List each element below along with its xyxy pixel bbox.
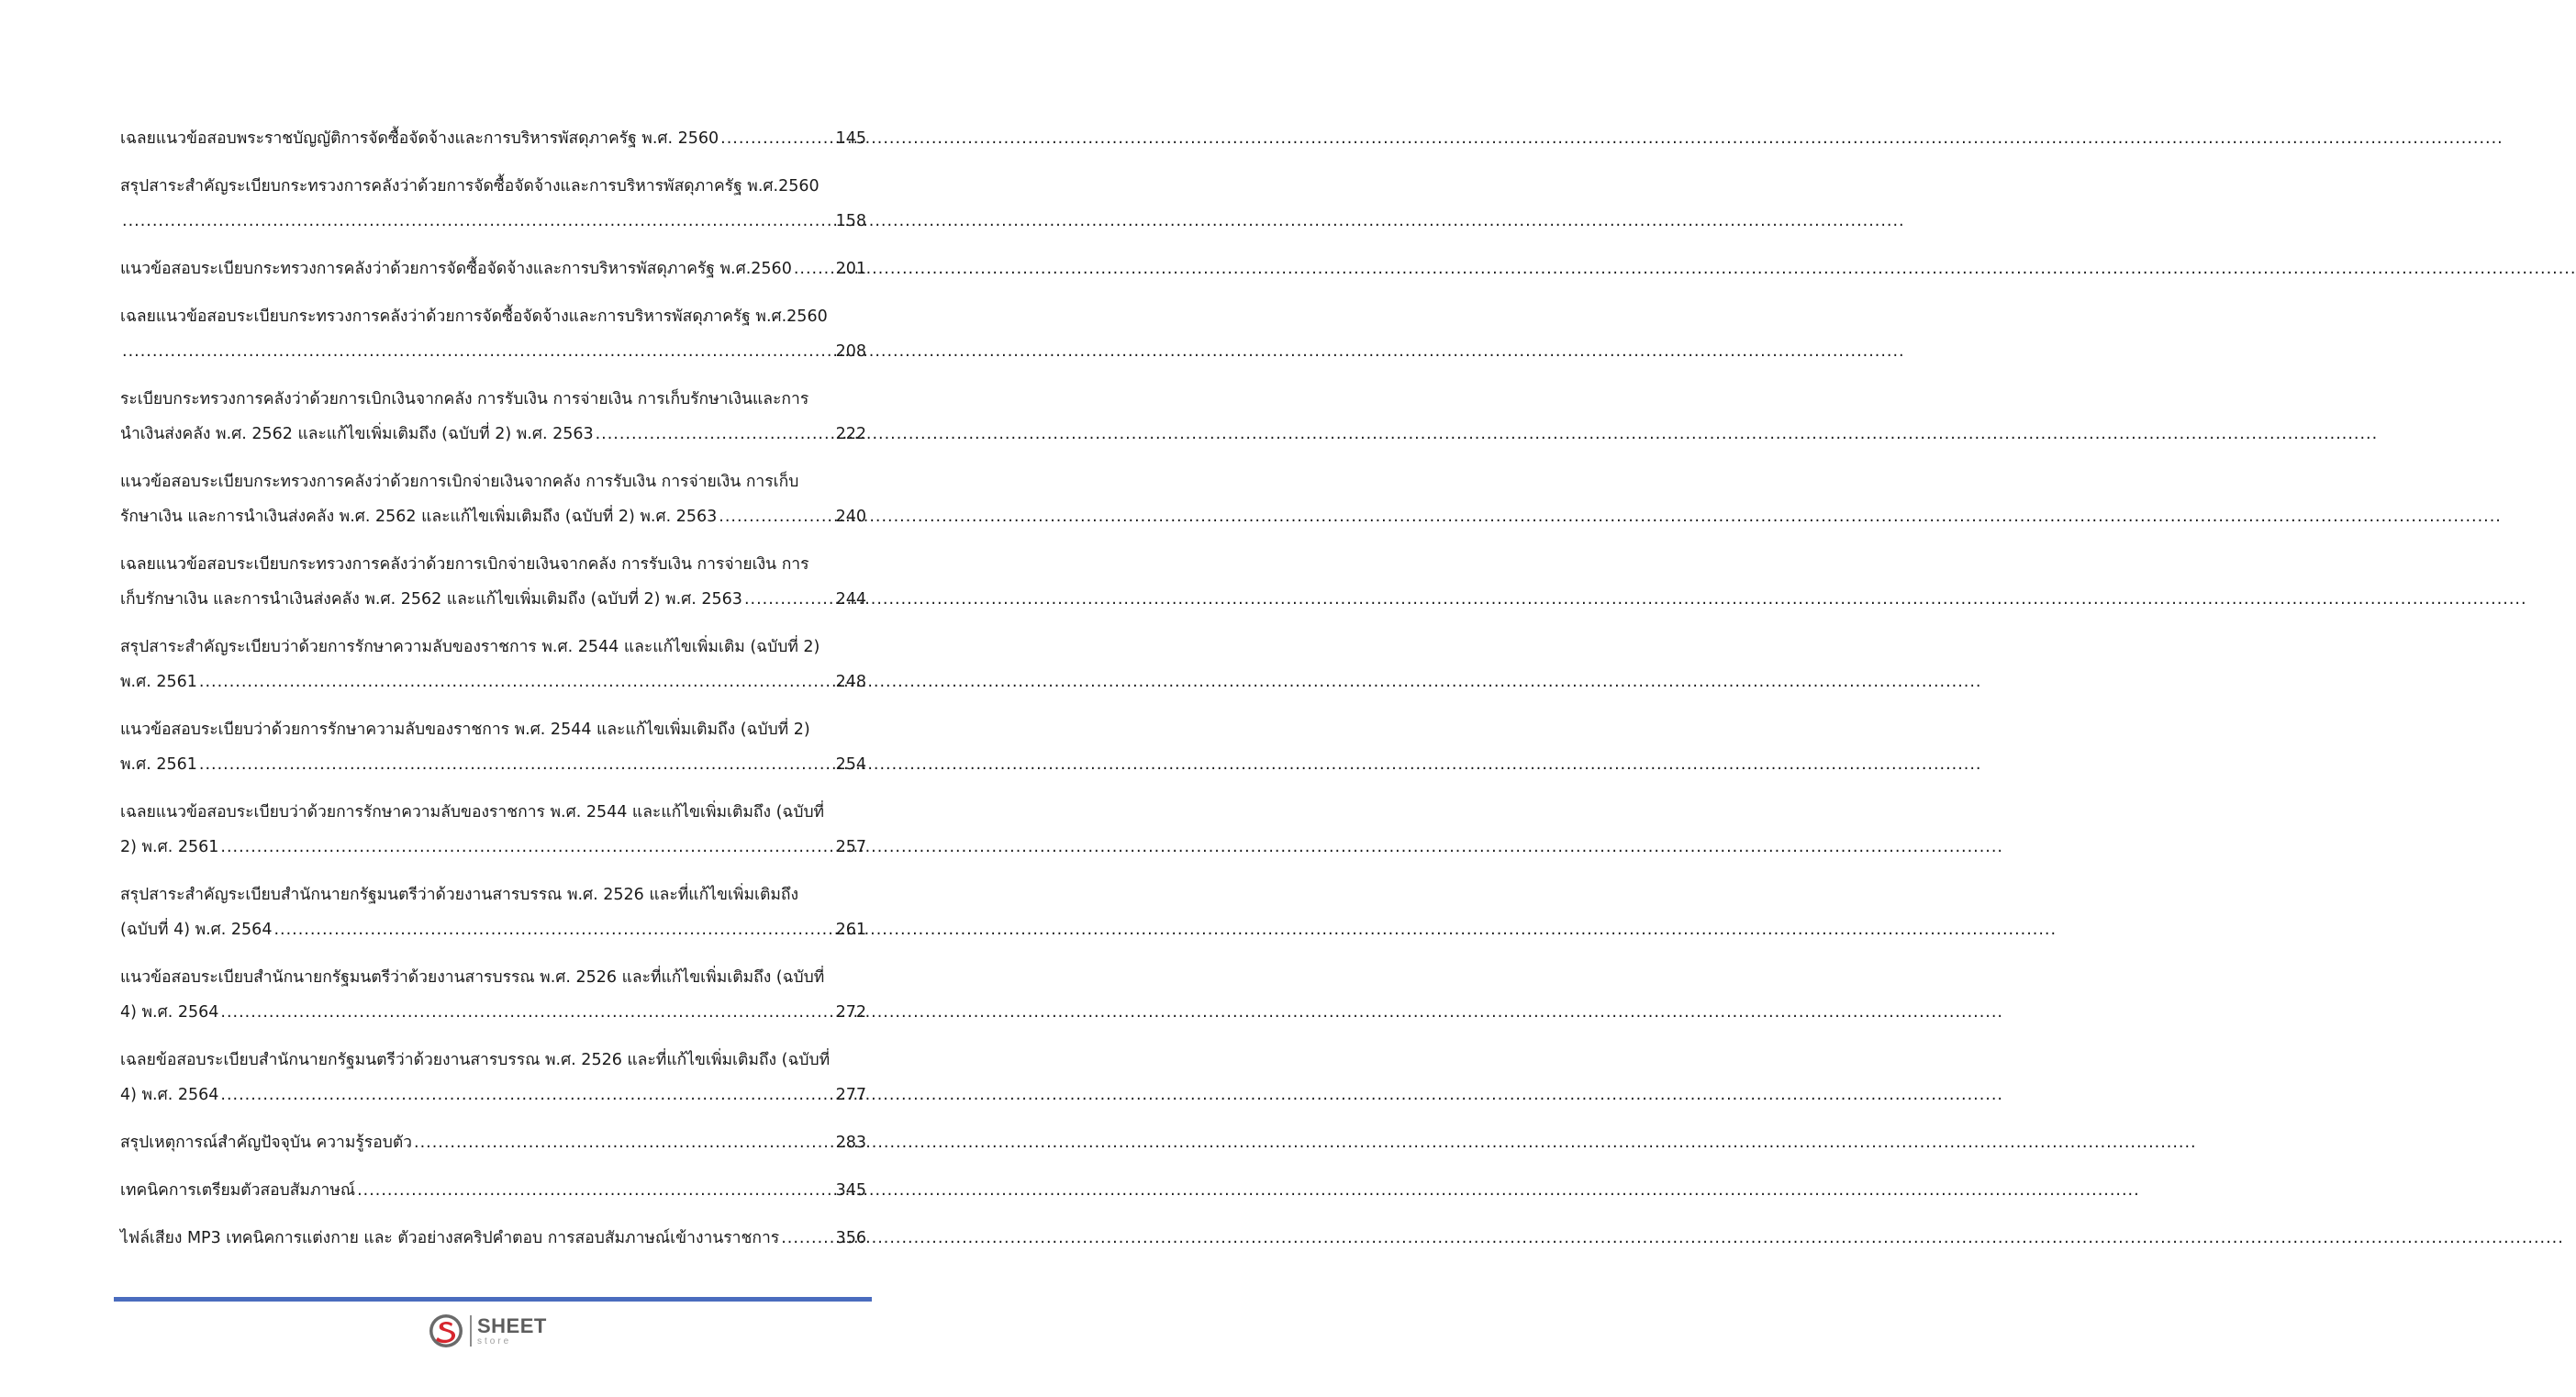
toc-entry-last-line <box>120 499 866 534</box>
toc-page-number: 158 <box>835 212 866 230</box>
toc-entry-line: สรุปสาระสำคัญระเบียบสำนักนายกรัฐมนตรีว่าด้วยงานสารบรรณ พ.ศ. 2526 และที่แก้ไขเพิ่มเติมถึง <box>120 886 799 904</box>
toc-entry[interactable] <box>120 121 866 156</box>
toc-entry-line: แนวข้อสอบระเบียบสำนักนายกรัฐมนตรีว่าด้วยงานสารบรรณ พ.ศ. 2526 และที่แก้ไขเพิ่มเติมถึง (ฉบับที่ <box>120 968 825 987</box>
toc-leader-dots <box>122 334 834 369</box>
toc-entry[interactable] <box>120 382 866 452</box>
toc-entry-last-line <box>120 665 866 699</box>
toc-leader-dots <box>744 582 834 617</box>
sheet-store-logo-icon <box>428 1313 464 1349</box>
toc-entry[interactable] <box>120 960 866 1030</box>
toc-entry-line: สรุปสาระสำคัญระเบียบว่าด้วยการรักษาความลับของราชการ พ.ศ. 2544 และแก้ไขเพิ่มเติม (ฉบับที่ 2) <box>120 638 820 656</box>
toc-page-number: 356 <box>835 1229 866 1247</box>
toc-entry-last-line <box>120 417 866 452</box>
toc-entry-title: 4) พ.ศ. 2564 <box>120 1086 219 1104</box>
toc-page-number: 244 <box>835 590 866 609</box>
toc-entry[interactable] <box>120 464 866 534</box>
toc-entry-last-line <box>120 1173 866 1208</box>
toc-entry-title: แนวข้อสอบระเบียบกระทรวงการคลังว่าด้วยการจัดซื้อจัดจ้างและการบริหารพัสดุภาครัฐ พ.ศ.2560 <box>120 260 792 278</box>
toc-entry-line: เฉลยแนวข้อสอบระเบียบกระทรวงการคลังว่าด้วยการเบิกจ่ายเงินจากคลัง การรับเงิน การจ่ายเงิน การ <box>120 555 809 574</box>
toc-page-number: 145 <box>835 129 866 148</box>
toc-entry-title: 2) พ.ศ. 2561 <box>120 838 219 856</box>
toc-leader-dots <box>719 499 833 534</box>
toc-page-number: 345 <box>835 1181 866 1200</box>
toc-entry[interactable] <box>120 547 866 617</box>
toc-entry-last-line <box>120 204 866 239</box>
toc-entry-line: สรุปสาระสำคัญระเบียบกระทรวงการคลังว่าด้วยการจัดซื้อจัดจ้างและการบริหารพัสดุภาครัฐ พ.ศ.2560 <box>120 177 820 196</box>
toc-entry-title: เฉลยแนวข้อสอบพระราชบัญญัติการจัดซื้อจัดจ้างและการบริหารพัสดุภาครัฐ พ.ศ. 2560 <box>120 129 719 148</box>
toc-entry-title: ไฟล์เสียง MP3 เทคนิคการแต่งกาย และ ตัวอย่างสคริปคำตอบ การสอบสัมภาษณ์เข้างานราชการ <box>120 1229 780 1247</box>
toc-entry[interactable] <box>120 877 866 947</box>
toc-entry-title: สรุปเหตุการณ์สำคัญปัจจุบัน ความรู้รอบตัว <box>120 1134 413 1152</box>
toc-entry-title: นำเงินส่งคลัง พ.ศ. 2562 และแก้ไขเพิ่มเติมถึง (ฉบับที่ 2) พ.ศ. 2563 <box>120 425 594 443</box>
toc-entry[interactable] <box>120 1173 866 1208</box>
toc-entry[interactable] <box>120 1043 866 1112</box>
toc-page-number: 283 <box>835 1134 866 1152</box>
logo-word: SHEET <box>477 1313 547 1337</box>
toc-entry[interactable] <box>120 630 866 699</box>
toc-leader-dots <box>414 1125 834 1160</box>
toc-entry-title: รักษาเงิน และการนำเงินส่งคลัง พ.ศ. 2562 และแก้ไขเพิ่มเติมถึง (ฉบับที่ 2) พ.ศ. 2563 <box>120 508 718 526</box>
toc-entry-last-line <box>120 1221 866 1256</box>
toc-entry-last-line <box>120 747 866 782</box>
toc-entry[interactable] <box>120 712 866 782</box>
toc-entry-last-line <box>120 334 866 369</box>
toc-leader-dots <box>199 665 834 699</box>
toc-leader-dots <box>781 1221 833 1256</box>
toc-leader-dots <box>122 204 834 239</box>
toc-entry-title: เก็บรักษาเงิน และการนำเงินส่งคลัง พ.ศ. 2562 และแก้ไขเพิ่มเติมถึง (ฉบับที่ 2) พ.ศ. 2563 <box>120 590 742 609</box>
toc-entry-last-line <box>120 830 866 865</box>
toc-entry[interactable] <box>120 299 866 369</box>
toc-entry[interactable] <box>120 1221 866 1256</box>
toc-entry-line: ระเบียบกระทรวงการคลังว่าด้วยการเบิกเงินจากคลัง การรับเงิน การจ่ายเงิน การเก็บรักษาเงินและการ <box>120 390 809 408</box>
toc-leader-dots <box>794 251 834 286</box>
toc-page-number: 257 <box>835 838 866 856</box>
toc-entry[interactable] <box>120 795 866 865</box>
toc-entry[interactable] <box>120 169 866 239</box>
logo-divider <box>470 1315 472 1347</box>
toc-entry-line: เฉลยข้อสอบระเบียบสำนักนายกรัฐมนตรีว่าด้วยงานสารบรรณ พ.ศ. 2526 และที่แก้ไขเพิ่มเติมถึง (ฉบับที่ <box>120 1051 831 1069</box>
toc-entry-last-line <box>120 121 866 156</box>
toc-leader-dots <box>199 747 834 782</box>
toc-page-number: 261 <box>835 921 866 939</box>
toc-entry-last-line <box>120 1078 866 1112</box>
toc-leader-dots <box>273 912 833 947</box>
toc-entry-line: เฉลยแนวข้อสอบระเบียบกระทรวงการคลังว่าด้วยการจัดซื้อจัดจ้างและการบริหารพัสดุภาครัฐ พ.ศ.2560 <box>120 307 828 326</box>
toc-page-number: 254 <box>835 755 866 774</box>
toc-entry-title: (ฉบับที่ 4) พ.ศ. 2564 <box>120 921 273 939</box>
toc-page-number: 272 <box>835 1003 866 1022</box>
toc-entry-last-line <box>120 995 866 1030</box>
logo-wordmark <box>477 1313 547 1347</box>
sheet-store-logo <box>428 1311 547 1351</box>
toc-page-number: 208 <box>835 342 866 361</box>
toc-leader-dots <box>220 1078 833 1112</box>
toc-entry[interactable] <box>120 251 866 286</box>
toc-entry-title: พ.ศ. 2561 <box>120 755 197 774</box>
toc-entry-last-line <box>120 251 866 286</box>
toc-leader-dots <box>220 995 833 1030</box>
toc-page-number: 277 <box>835 1086 866 1104</box>
toc-entry-last-line <box>120 1125 866 1160</box>
toc-entry-line: เฉลยแนวข้อสอบระเบียบว่าด้วยการรักษาความลับของราชการ พ.ศ. 2544 และแก้ไขเพิ่มเติมถึง (ฉบับที่ <box>120 803 825 821</box>
toc-page-number: 248 <box>835 673 866 691</box>
logo-subtitle: store <box>477 1336 512 1347</box>
toc-entry-line: แนวข้อสอบระเบียบกระทรวงการคลังว่าด้วยการเบิกจ่ายเงินจากคลัง การรับเงิน การจ่ายเงิน การเก็บ <box>120 473 799 491</box>
toc-entry-line: แนวข้อสอบระเบียบว่าด้วยการรักษาความลับของราชการ พ.ศ. 2544 และแก้ไขเพิ่มเติมถึง (ฉบับที่ 2) <box>120 721 810 739</box>
toc-entry-title: 4) พ.ศ. 2564 <box>120 1003 219 1022</box>
toc-entry-title: เทคนิคการเตรียมตัวสอบสัมภาษณ์ <box>120 1181 356 1200</box>
toc-entry-title: พ.ศ. 2561 <box>120 673 197 691</box>
table-of-contents <box>120 121 866 1268</box>
toc-entry-last-line <box>120 582 866 617</box>
footer-divider <box>114 1297 872 1302</box>
toc-page-number: 240 <box>835 508 866 526</box>
toc-leader-dots <box>720 121 833 156</box>
toc-entry[interactable] <box>120 1125 866 1160</box>
toc-entry-last-line <box>120 912 866 947</box>
toc-leader-dots <box>596 417 834 452</box>
toc-leader-dots <box>357 1173 834 1208</box>
toc-leader-dots <box>220 830 833 865</box>
toc-page-number: 222 <box>835 425 866 443</box>
toc-page-number: 201 <box>835 260 866 278</box>
